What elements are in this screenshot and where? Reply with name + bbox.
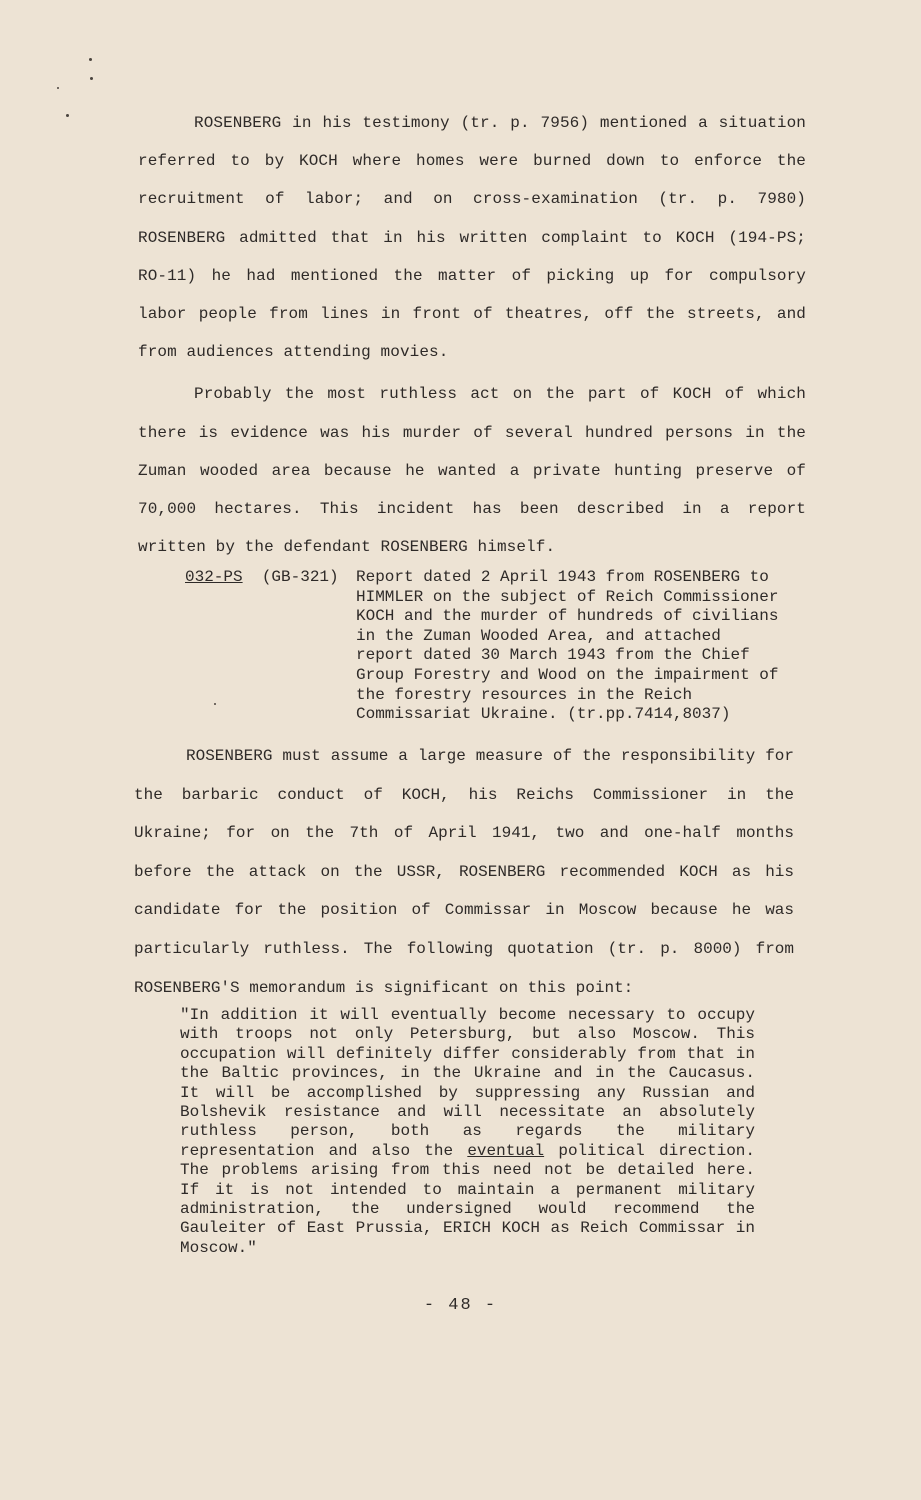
exhibit-ref-label	[185, 568, 355, 588]
speck-mark	[90, 77, 93, 80]
exhibit-doc-id: 032-PS	[185, 568, 243, 586]
quote-text-before: "In addition it will eventually become necessary to occupy with troops not only Petersburg, but also Moscow. This occupation will definitely differ considerably from that in the Baltic provinces, in the Ukraine and in the Caucasus. It will be accomplished by suppressing any Russian and Bolshevik resistance and will necessitate an absolutely ruthless person, both as regards the military representation and also the	[180, 1006, 755, 1160]
body-text-upper	[138, 104, 806, 566]
paragraph-responsibility: ROSENBERG must assume a large measure of the responsibility for the barbaric conduct of KOCH, his Reichs Commissioner in the Ukraine; for on the 7th of April 1941, two and one-half months before the attack on the USSR, ROSENBERG recommended KOCH as his candidate for the position of Commissar in Moscow because he was particularly ruthless. The following quotation (tr. p. 8000) from ROSENBERG'S memorandum is significant on this point:	[134, 747, 794, 997]
body-text-lower	[134, 737, 794, 1007]
page-number: - 48 -	[423, 1296, 498, 1315]
paragraph-koch-murder: Probably the most ruthless act on the part of KOCH of which there is evidence was his murder of several hundred persons in the Zuman wooded area because he wanted a private hunting preserve of 70,000 hectares. This incident has been described in a report written by the defendant ROSENBERG himself.	[138, 385, 806, 557]
speck-mark	[89, 58, 92, 61]
paragraph-rosenberg-testimony: ROSENBERG in his testimony (tr. p. 7956) mentioned a situation referred to by KOCH where homes were burned down to enforce the recruitment of labor; and on cross-examination (tr. p. 7980) ROSENBERG admitted that in his written complaint to KOCH (194-PS; RO-11) he had mentioned the matter of picking up for compulsory labor people from lines in front of theatres, off the streets, and from audiences attending movies.	[138, 114, 806, 362]
quote-text-after: political direction. The problems arising from this need not be detailed here. If it is not intended to maintain a permanent military administration, the undersigned would recommend the Gauleiter of East Prussia, ERICH KOCH as Reich Commissar in Moscow."	[180, 1141, 755, 1257]
speck-mark	[66, 114, 69, 117]
block-quotation	[180, 1006, 755, 1258]
quote-underlined-word: eventual	[467, 1141, 545, 1160]
exhibit-number: (GB-321)	[261, 568, 339, 586]
speck-mark	[57, 87, 59, 89]
exhibit-description: Report dated 2 April 1943 from ROSENBERG to HIMMLER on the subject of Reich Commissioner KOCH and the murder of hundreds of civilians in the Zuman Wooded Area, and attached report dated 30 March 1943 from the Chief Group Forestry and Wood on the impairment of the forestry resources in the Reich Commissariat Ukraine. (tr.pp.7414,8037)	[356, 568, 779, 724]
exhibit-reference	[185, 568, 785, 725]
